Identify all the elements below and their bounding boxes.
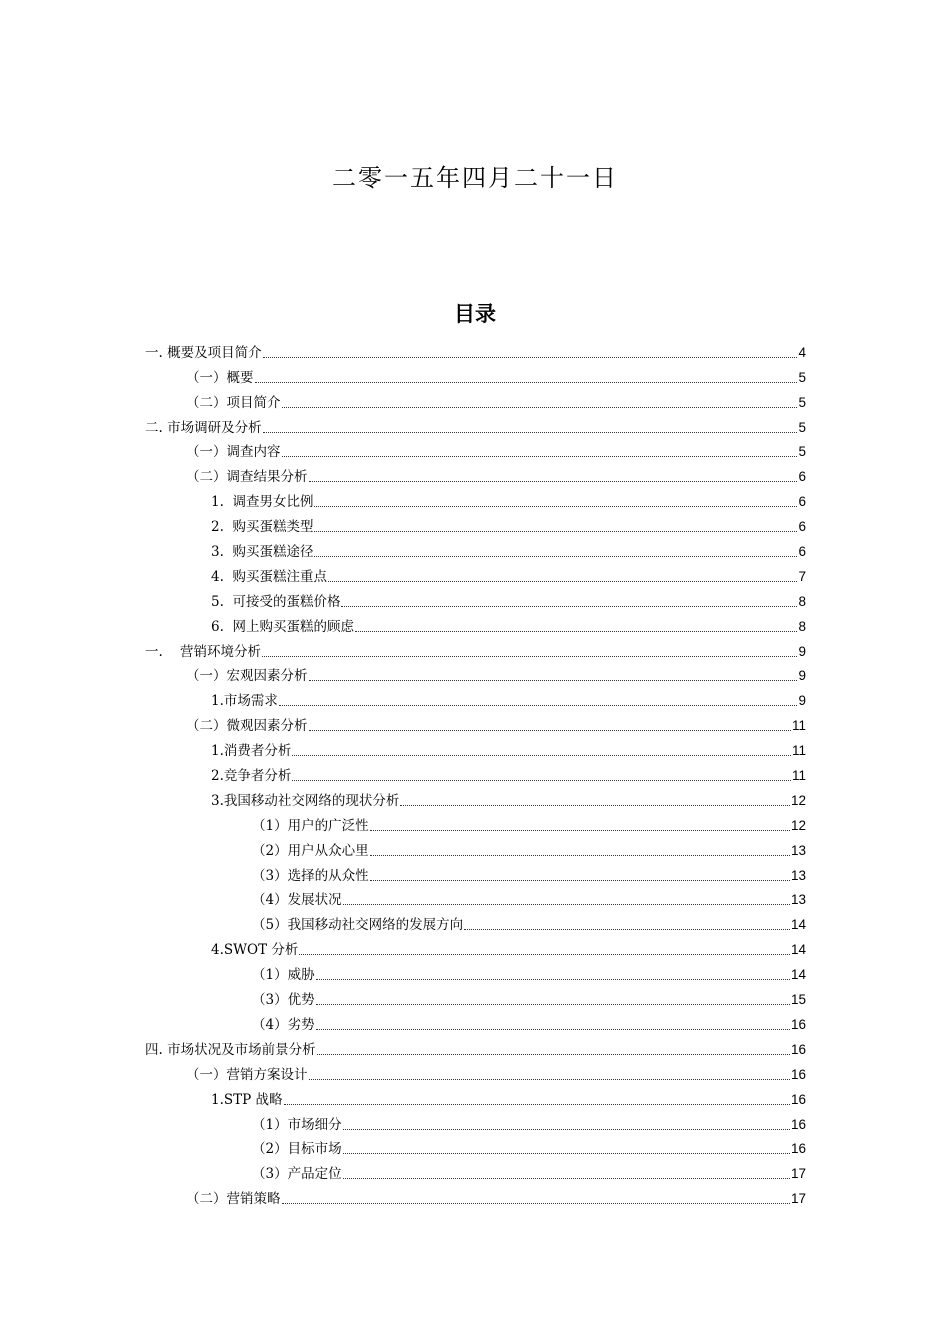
toc-entry-page: 6	[798, 544, 806, 560]
toc-entry-label: 一. 营销环境分析	[145, 643, 261, 660]
toc-dot-leader	[309, 680, 798, 681]
toc-entry[interactable]	[0, 364, 950, 389]
toc-dot-leader	[328, 581, 798, 582]
toc-entry-page: 6	[798, 494, 806, 510]
toc-entry-label: （5）我国移动社交网络的发展方向	[252, 917, 464, 934]
toc-entry[interactable]	[0, 986, 950, 1011]
toc-dot-leader	[314, 506, 797, 507]
toc-entry[interactable]	[0, 762, 950, 787]
toc-entry[interactable]	[0, 613, 950, 638]
toc-entry-page: 16	[790, 1116, 806, 1132]
toc-entry[interactable]	[0, 588, 950, 613]
toc-dot-leader	[263, 357, 798, 358]
toc-entry[interactable]	[0, 712, 950, 737]
toc-entry[interactable]	[0, 1036, 950, 1061]
toc-entry-label: （4）发展状况	[252, 892, 342, 909]
toc-entry-label: 1.市场需求	[211, 693, 278, 710]
toc-entry-page: 15	[790, 992, 806, 1008]
toc-entry-page: 7	[798, 568, 806, 584]
toc-entry-label: 1. 调查男女比例	[211, 494, 314, 511]
toc-entry[interactable]	[0, 887, 950, 912]
toc-entry-label: 5. 可接受的蛋糕价格	[211, 593, 341, 610]
toc-dot-leader	[400, 805, 790, 806]
toc-dot-leader	[370, 855, 790, 856]
toc-entry-page: 5	[798, 444, 806, 460]
toc-dot-leader	[316, 979, 790, 980]
toc-dot-leader	[292, 755, 791, 756]
toc-entry[interactable]	[0, 1061, 950, 1086]
toc-entry-page: 8	[798, 593, 806, 609]
toc-dot-leader	[343, 1178, 790, 1179]
toc-entry-page: 16	[790, 1041, 806, 1057]
toc-title: 目录	[454, 302, 496, 326]
toc-entry-label: （二）营销策略	[186, 1191, 281, 1208]
toc-entry-page: 9	[798, 693, 806, 709]
toc-entry-page: 12	[790, 817, 806, 833]
toc-entry-page: 16	[790, 1091, 806, 1107]
toc-entry-page: 17	[790, 1191, 806, 1207]
toc-entry-label: 四. 市场状况及市场前景分析	[145, 1041, 316, 1058]
toc-entry[interactable]	[0, 787, 950, 812]
toc-entry-label: 3. 购买蛋糕途径	[211, 544, 314, 561]
toc-entry[interactable]	[0, 663, 950, 688]
toc-entry-page: 16	[790, 1016, 806, 1032]
toc-entry[interactable]	[0, 812, 950, 837]
toc-dot-leader	[316, 1029, 790, 1030]
toc-entry-label: 二. 市场调研及分析	[145, 419, 262, 436]
toc-entry[interactable]	[0, 339, 950, 364]
toc-dot-leader	[279, 705, 798, 706]
toc-dot-leader	[282, 456, 798, 457]
toc-entry-label: （3）选择的从众性	[252, 867, 369, 884]
toc-dot-leader	[299, 954, 790, 955]
toc-entry[interactable]	[0, 687, 950, 712]
table-of-contents	[0, 339, 950, 1210]
toc-entry-label: （二）微观因素分析	[186, 718, 308, 735]
toc-entry-label: （4）劣势	[252, 1016, 315, 1033]
toc-dot-leader	[282, 1203, 790, 1204]
toc-dot-leader	[314, 531, 797, 532]
toc-dot-leader	[370, 880, 790, 881]
toc-dot-leader	[343, 1129, 790, 1130]
toc-entry[interactable]	[0, 638, 950, 663]
toc-entry-label: 4.SWOT 分析	[211, 942, 299, 959]
toc-dot-leader	[282, 407, 798, 408]
toc-entry-label: 3.我国移动社交网络的现状分析	[211, 792, 400, 809]
toc-entry-page: 8	[798, 618, 806, 634]
toc-dot-leader	[263, 432, 798, 433]
toc-entry-label: （一）概要	[186, 369, 254, 386]
toc-entry-label: （一）宏观因素分析	[186, 668, 308, 685]
toc-entry-page: 16	[790, 1141, 806, 1157]
toc-entry-page: 6	[798, 519, 806, 535]
toc-entry[interactable]	[0, 936, 950, 961]
toc-entry-label: 1.STP 战略	[211, 1091, 283, 1108]
toc-entry-page: 5	[798, 419, 806, 435]
toc-entry-page: 13	[790, 867, 806, 883]
toc-entry-label: （1）用户的广泛性	[252, 817, 369, 834]
toc-dot-leader	[355, 631, 798, 632]
toc-dot-leader	[343, 1153, 790, 1154]
toc-entry[interactable]	[0, 1160, 950, 1185]
toc-entry-label: （3）产品定位	[252, 1166, 342, 1183]
toc-entry[interactable]	[0, 463, 950, 488]
toc-entry-label: （二）项目简介	[186, 394, 281, 411]
toc-dot-leader	[309, 481, 798, 482]
toc-entry[interactable]	[0, 488, 950, 513]
toc-entry-label: 2. 购买蛋糕类型	[211, 519, 314, 536]
toc-entry-page: 13	[790, 892, 806, 908]
toc-entry[interactable]	[0, 538, 950, 563]
toc-entry-page: 14	[790, 942, 806, 958]
toc-entry[interactable]	[0, 389, 950, 414]
toc-dot-leader	[262, 656, 798, 657]
toc-entry[interactable]	[0, 1086, 950, 1111]
toc-entry-page: 12	[790, 792, 806, 808]
toc-entry-page: 14	[790, 967, 806, 983]
toc-entry-label: 6. 网上购买蛋糕的顾虑	[211, 618, 354, 635]
toc-entry-page: 11	[791, 718, 806, 734]
toc-entry-label: （2）用户从众心里	[252, 842, 369, 859]
toc-entry[interactable]	[0, 1111, 950, 1136]
toc-dot-leader	[317, 1054, 790, 1055]
toc-entry-page: 4	[798, 344, 806, 360]
toc-entry-label: 4. 购买蛋糕注重点	[211, 568, 327, 585]
toc-entry-label: （1）威胁	[252, 967, 315, 984]
toc-dot-leader	[292, 780, 791, 781]
toc-entry-label: （一）调查内容	[186, 444, 281, 461]
toc-entry[interactable]	[0, 513, 950, 538]
toc-entry-label: （2）目标市场	[252, 1141, 342, 1158]
toc-entry[interactable]	[0, 737, 950, 762]
toc-entry[interactable]	[0, 1011, 950, 1036]
toc-entry-label: （一）营销方案设计	[186, 1066, 308, 1083]
toc-dot-leader	[309, 1079, 790, 1080]
toc-entry[interactable]	[0, 563, 950, 588]
toc-entry[interactable]	[0, 439, 950, 464]
toc-entry[interactable]	[0, 1136, 950, 1161]
toc-entry[interactable]	[0, 837, 950, 862]
toc-entry-page: 13	[790, 842, 806, 858]
toc-entry-page: 9	[798, 643, 806, 659]
toc-dot-leader	[464, 929, 790, 930]
toc-entry-page: 11	[791, 743, 806, 759]
toc-entry[interactable]	[0, 414, 950, 439]
toc-entry-page: 6	[798, 469, 806, 485]
toc-dot-leader	[341, 606, 797, 607]
toc-dot-leader	[314, 556, 797, 557]
toc-dot-leader	[343, 904, 790, 905]
toc-entry-page: 16	[790, 1066, 806, 1082]
toc-entry[interactable]	[0, 911, 950, 936]
toc-entry-page: 5	[798, 394, 806, 410]
toc-entry-page: 11	[791, 768, 806, 784]
toc-dot-leader	[370, 830, 790, 831]
toc-dot-leader	[309, 730, 791, 731]
toc-dot-leader	[316, 1004, 790, 1005]
toc-dot-leader	[255, 382, 798, 383]
toc-entry[interactable]	[0, 862, 950, 887]
toc-dot-leader	[284, 1104, 790, 1105]
toc-entry-label: 一. 概要及项目简介	[145, 344, 262, 361]
toc-entry-page: 14	[790, 917, 806, 933]
toc-entry[interactable]	[0, 1185, 950, 1210]
toc-entry-label: （1）市场细分	[252, 1116, 342, 1133]
toc-entry-label: （二）调查结果分析	[186, 469, 308, 486]
toc-entry-page: 17	[790, 1166, 806, 1182]
toc-entry-label: （3）优势	[252, 992, 315, 1009]
cover-date: 二零一五年四月二十一日	[332, 164, 618, 192]
toc-entry-page: 9	[798, 668, 806, 684]
toc-entry-label: 1.消费者分析	[211, 743, 292, 760]
toc-entry[interactable]	[0, 961, 950, 986]
toc-entry-page: 5	[798, 369, 806, 385]
toc-entry-label: 2.竞争者分析	[211, 768, 292, 785]
